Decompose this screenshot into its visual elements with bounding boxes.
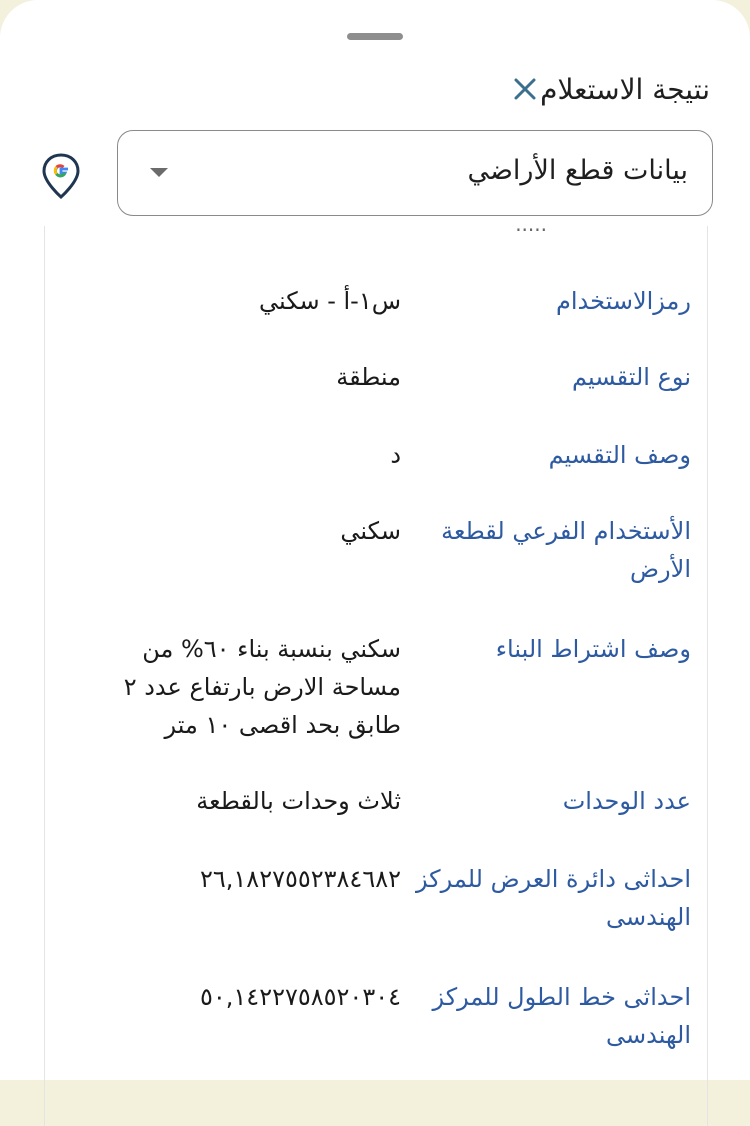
attribute-label: وصف اشتراط البناء	[495, 635, 691, 663]
close-icon[interactable]	[510, 74, 540, 104]
attribute-row	[71, 630, 691, 744]
attribute-value: س١-أ - سكني	[258, 287, 401, 315]
attribute-value: ٢٦,١٨٢٧٥٥٢٣٨٤٦٨٢	[200, 865, 401, 893]
clipped-text: .....	[515, 212, 547, 236]
attribute-value: سكني بنسبة بناء ٦٠% من مساحة الارض بارتفاع عدد ٢ طابق بحد اقصى ١٠ متر	[123, 635, 401, 739]
attribute-value: د	[390, 441, 401, 469]
attribute-row	[71, 978, 691, 1054]
attribute-label: وصف التقسيم	[548, 441, 691, 469]
attribute-row	[71, 358, 691, 396]
attribute-row	[71, 436, 691, 474]
attribute-label: الأستخدام الفرعي لقطعة الأرض	[441, 517, 691, 583]
attribute-value: منطقة	[336, 363, 401, 391]
attribute-row	[71, 282, 691, 320]
attribute-label: نوع التقسيم	[571, 363, 691, 391]
google-pin-icon[interactable]	[40, 152, 82, 200]
attribute-row	[71, 782, 691, 820]
attribute-row	[71, 860, 691, 936]
page-title: نتيجة الاستعلام	[540, 72, 710, 106]
attribute-label: رمزالاستخدام	[555, 287, 691, 315]
attribute-label: احداثى دائرة العرض للمركز الهندسى	[415, 865, 691, 931]
attribute-row	[71, 512, 691, 588]
attribute-list[interactable]	[44, 212, 708, 1126]
attribute-value: سكني	[340, 517, 401, 545]
attribute-value: ٥٠,١٤٢٢٧٥٨٥٢٠٣٠٤	[200, 983, 401, 1011]
chevron-down-icon	[150, 168, 168, 177]
drag-handle[interactable]	[347, 33, 403, 40]
layer-select-value: بيانات قطع الأراضي	[467, 155, 688, 186]
header	[496, 66, 710, 112]
layer-select[interactable]	[117, 130, 713, 216]
attribute-label: عدد الوحدات	[562, 787, 691, 815]
attribute-value: ثلاث وحدات بالقطعة	[196, 787, 401, 815]
attribute-label: احداثى خط الطول للمركز الهندسى	[432, 983, 691, 1049]
